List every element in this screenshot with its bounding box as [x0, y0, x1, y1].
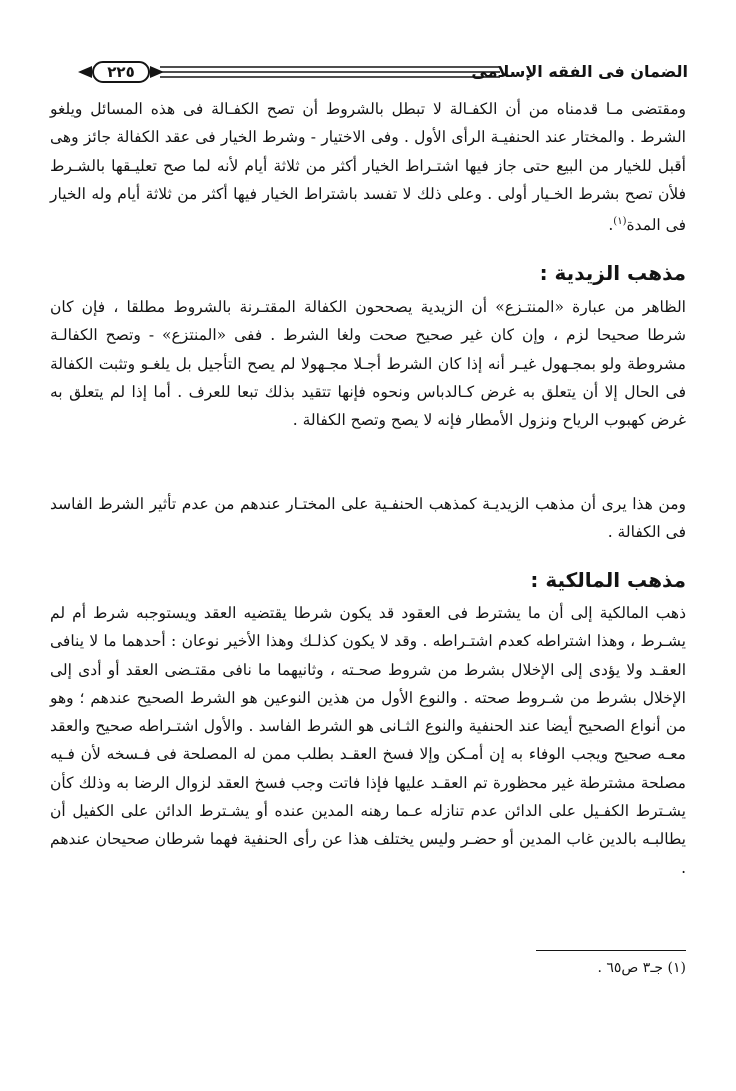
running-header-title: الضمان فى الفقه الإسلامى [471, 62, 688, 81]
footnote: (١) جـ٣ ص٦٥ . [597, 960, 686, 976]
paragraph-zaydiyya-summary: ومن هذا يرى أن مذهب الزيديـة كمذهب الحنفـية على المختـار عندهم من عدم تأثير الشرط الفاسد فى الكفالة . [50, 495, 686, 542]
left-arrow-ornament-icon [78, 66, 92, 78]
paragraph-end: . [608, 216, 614, 235]
paragraph-zaydiyya: الظاهر من عبارة «المنتـزع» أن الزيدية يصححون الكفالة المقتـرنة بالشروط مطلقا ، فإن كان شرطا صحيحا لزم ، وإن كان غير صحيح صحت ولغا الشرط . ففى «المنتزع» - وتصح الكفالـة مشروطة ولو بمجـهول غيـر أنه إذا كان الشرط أجـلا مجـهولا لم يصح التأجيل بل يلغـو وتثبت الكفالة فى الحال إلا أن يتعلق به غرض كـالدباس ونحوه فإنها تتقيد بذلك تبعا للعرف . أما إذا لم يتعلق به غرض كهبوب الرياح ونزول الأمطار فإنه لا يصح وتصح الكفالة . [50, 298, 686, 430]
heading-malikiyya: مذهب المالكية : [530, 568, 686, 592]
header-rule [160, 64, 500, 80]
footnote-divider [536, 950, 686, 951]
paragraph-text: ومقتضى مـا قدمناه من أن الكفـالة لا تبطل بالشروط أن تصح الكفـالة فى هذه المسائل ويلغو الشرط . والمختار عند الحنفيـة الرأى الأول . وفى الاختيار - وشرط الخيار فى عقد الكفالة جائز وهى أقبل للخيار من البيع حتى جاز فيها اشتـراط الخيار أكثر من ثلاثة أيام لأنه لما صح تعليـقها بالشـرط فلأن تصح بشرط الخـيار أولى . وعلى ذلك لا تفسد باشتراط الخيار فيها أكثر من ثلاثة أيام وله الخيار فى المدة [50, 100, 686, 235]
right-arrow-ornament-icon [150, 66, 164, 78]
heading-zaydiyya: مذهب الزيدية : [539, 261, 686, 285]
paragraph-kafala-conditions [50, 95, 686, 240]
footnote-ref: (١) [613, 216, 627, 228]
paragraph-malikiyya: ذهب المالكية إلى أن ما يشترط فى العقود قد يكون شرطا يقتضيه العقد ويستوجبه شرط أم لم يشـرط ، وهذا اشتراطه كعدم اشتـراطه . وقد لا يكون كذلـك وهذا الأخير نوعان : أحدهما ما لا ينافى العقـد ولا يؤدى إلى الإخلال بشرط من شروط صحـته ، وثانيهما ما نافى مقتـضى العقد أو أدى إلى الإخلال بشرط من شـروط صحته . والنوع الأول من هذين النوعين هو الشرط الصحيح عندهم ؛ وهو من أنواع الصحيح أيضا عند الحنفية والنوع الثـانى هو الشرط الفاسد . والأول اشتـراطه صحيح والعقد معـه صحيح ويجب الوفاء به إن أمـكن وإلا فسخ العقـد بطلب ممن له المصلحة فى فـسخه لأن فـيه مصلحة مشترطة غير محظورة تم العقـد عليها فإذا فاتت وجب فسخ العقد لزوال الرضا به وذلك كأن يشـترط الكفـيل على الدائن عدم تنازله عـما رهنه المدين عنده أو يشـترط الدائن على الكفيل أن يطالبـه بالدين غاب المدين أو حضـر وليس يختلف هذا عن رأى الحنفية فهما شرطان صحيحان عندهم . [50, 604, 686, 877]
page-number: ٢٢٥ [92, 61, 150, 83]
page-number-badge [78, 58, 164, 86]
